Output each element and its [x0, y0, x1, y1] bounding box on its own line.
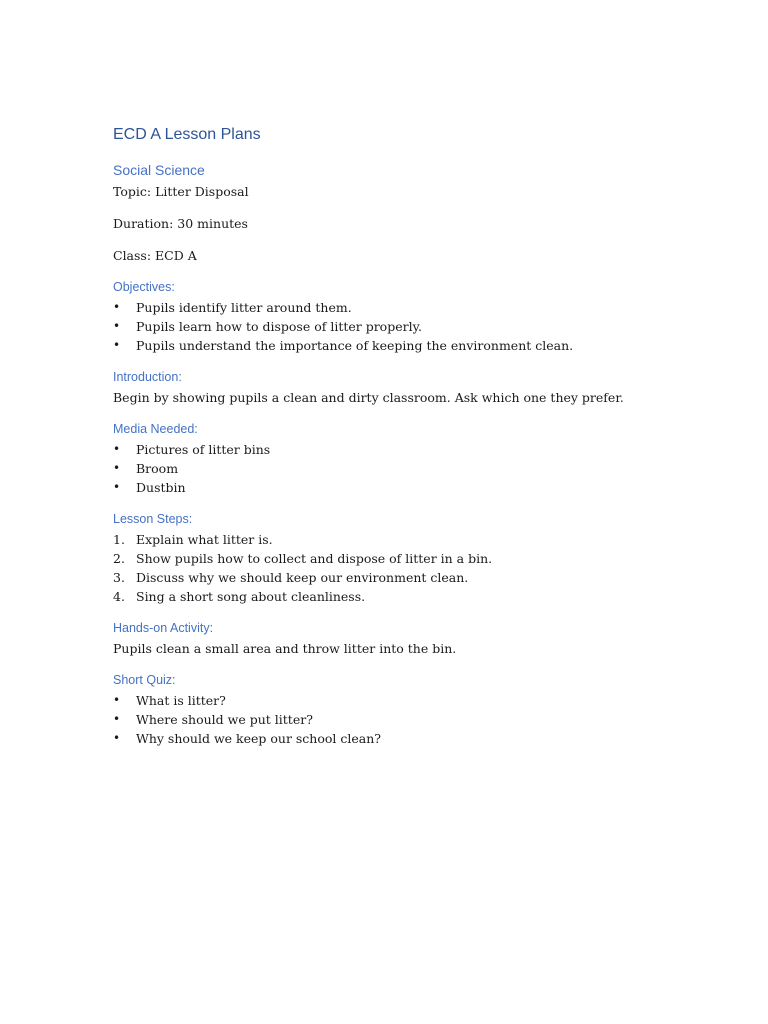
objectives-list [113, 298, 673, 355]
introduction-heading: Introduction: [113, 370, 182, 384]
document-title: ECD A Lesson Plans [113, 126, 261, 143]
list-item: • Dustbin [113, 480, 186, 495]
step-number: 1. [113, 532, 125, 547]
bullet-icon: • [113, 300, 121, 314]
list-item: • Why should we keep our school clean? [113, 731, 381, 746]
bullet-icon: • [113, 461, 121, 475]
list-item: • Pupils understand the importance of keeping the environment clean. [113, 338, 574, 353]
list-item: 1. Explain what litter is. [113, 532, 273, 547]
document-page [113, 124, 673, 761]
activity-text: Pupils clean a small area and throw litter into the bin. [113, 641, 457, 656]
bullet-icon: • [113, 338, 121, 352]
step-number: 3. [113, 570, 125, 585]
quiz-heading: Short Quiz: [113, 673, 176, 687]
quiz-list [113, 691, 673, 748]
introduction-text: Begin by showing pupils a clean and dirty classroom. Ask which one they prefer. [113, 390, 624, 405]
list-item: 3. Discuss why we should keep our environment clean. [113, 570, 469, 585]
list-item: 4. Sing a short song about cleanliness. [113, 589, 366, 604]
step-number: 2. [113, 551, 125, 566]
duration-line: Duration: 30 minutes [113, 216, 248, 231]
list-item: • Where should we put litter? [113, 712, 313, 727]
list-item: • Pupils learn how to dispose of litter properly. [113, 319, 422, 334]
list-item: • Pupils identify litter around them. [113, 300, 352, 315]
topic-line: Topic: Litter Disposal [113, 184, 249, 199]
class-line: Class: ECD A [113, 248, 197, 263]
step-number: 4. [113, 589, 125, 604]
activity-heading: Hands-on Activity: [113, 621, 214, 635]
list-item: 2. Show pupils how to collect and dispose of litter in a bin. [113, 551, 493, 566]
bullet-icon: • [113, 712, 121, 726]
list-item: • Broom [113, 461, 179, 476]
bullet-icon: • [113, 319, 121, 333]
lesson-steps-heading: Lesson Steps: [113, 512, 193, 526]
subject-heading: Social Science [113, 162, 205, 178]
list-item: • What is litter? [113, 693, 226, 708]
list-item: • Pictures of litter bins [113, 442, 271, 457]
lesson-steps-list [113, 530, 673, 606]
bullet-icon: • [113, 442, 121, 456]
bullet-icon: • [113, 731, 121, 745]
bullet-icon: • [113, 693, 121, 707]
media-heading: Media Needed: [113, 422, 198, 436]
objectives-heading: Objectives: [113, 280, 175, 294]
media-list [113, 440, 673, 497]
bullet-icon: • [113, 480, 121, 494]
